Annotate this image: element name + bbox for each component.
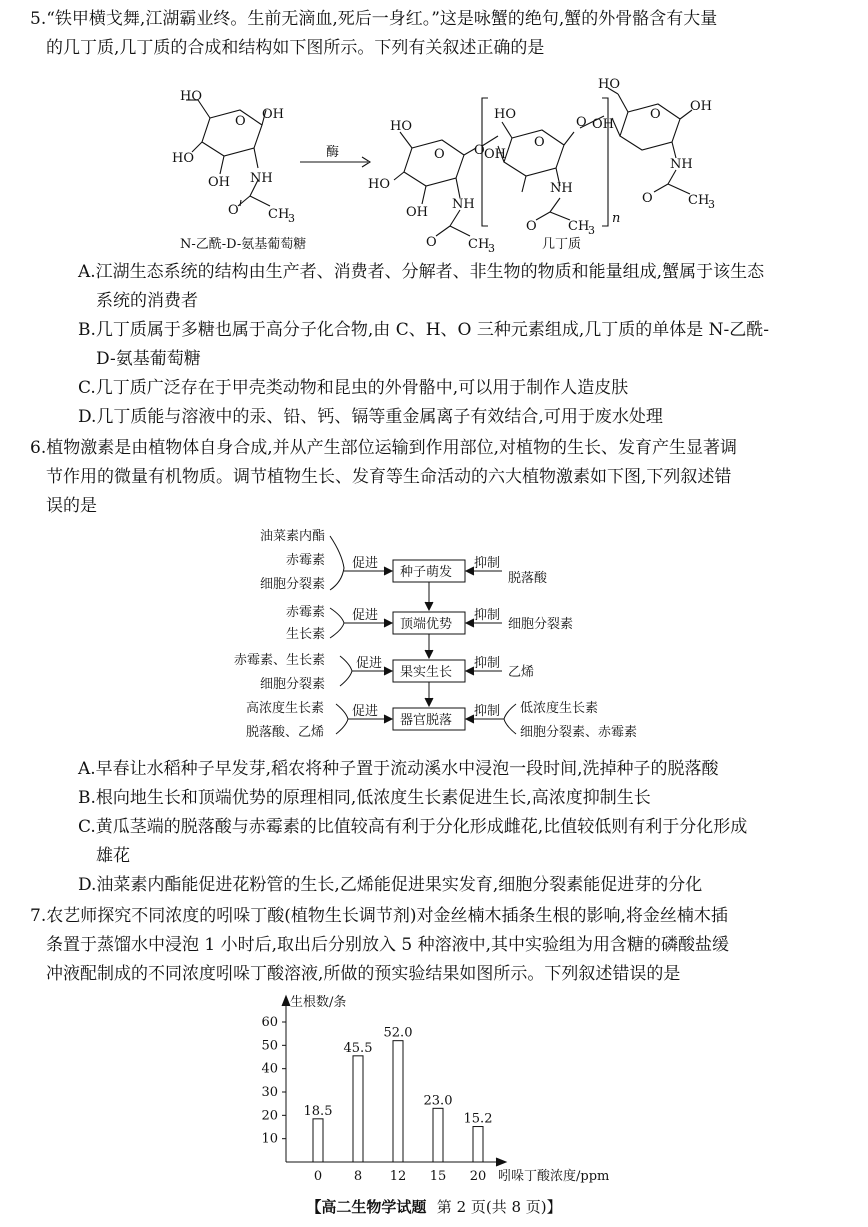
- bar: [473, 1127, 483, 1162]
- q5-option-d: D.几丁质能与溶液中的汞、铅、钙、镉等重金属离子有效结合,可用于废水处理: [78, 407, 663, 427]
- x-tick-label: 15: [429, 1169, 447, 1184]
- x-tick-label: 8: [353, 1169, 363, 1184]
- q6-option-c-line2: 雄花: [96, 846, 130, 866]
- hormone-gibberellin: 赤霉素: [286, 553, 326, 568]
- x-axis-label: 吲哚丁酸浓度/ppm: [498, 1169, 610, 1184]
- q5-option-c: C.几丁质广泛存在于甲壳类动物和昆虫的外骨骼中,可以用于制作人造皮肤: [78, 378, 629, 398]
- y-tick-label: 10: [261, 1131, 278, 1147]
- y-axis-arrow: [282, 996, 290, 1006]
- box-organ-abscission: 器官脱落: [400, 713, 453, 728]
- bar-value-label: 52.0: [383, 1025, 413, 1041]
- hormone-low-auxin: 低浓度生长素: [520, 701, 599, 716]
- monomer-name: N-乙酰-D-氨基葡萄糖: [180, 237, 307, 252]
- label-o: O: [576, 115, 587, 130]
- box-fruit-growth: 果实生长: [400, 665, 453, 680]
- label-oh: OH: [406, 205, 428, 220]
- label-ch3: CH: [268, 207, 290, 222]
- hormone-cytokinin: 细胞分裂素: [260, 677, 326, 692]
- footer-title: 【高二生物学试题: [306, 1198, 427, 1216]
- bar-value-label: 45.5: [343, 1040, 373, 1056]
- x-tick-label: 12: [389, 1169, 407, 1184]
- y-axis-label: 生根数/条: [290, 995, 347, 1010]
- label-oh: OH: [262, 107, 284, 122]
- y-tick-label: 50: [261, 1038, 278, 1054]
- label-o: O: [642, 191, 653, 206]
- plant-hormone-diagram: [230, 524, 670, 752]
- hormone-abscisic-acid: 脱落酸: [508, 571, 548, 586]
- hormone-high-auxin: 高浓度生长素: [246, 701, 325, 716]
- hormone-auxin: 生长素: [286, 627, 326, 642]
- label-nh: NH: [250, 171, 273, 186]
- y-tick-label: 30: [261, 1085, 278, 1100]
- label-sub3: 3: [588, 224, 595, 237]
- q6-stem-line2: 节作用的微量有机物质。调节植物生长、发育等生命活动的六大植物激素如下图,下列叙述错: [46, 467, 732, 487]
- box-apical-dominance: 顶端优势: [400, 617, 453, 632]
- polymer-name: 几丁质: [542, 237, 582, 252]
- label-oh: OH: [592, 117, 614, 132]
- x-tick-label: 20: [469, 1169, 487, 1184]
- q6-option-d: D.油菜素内酯能促进花粉管的生长,乙烯能促进果实发育,细胞分裂素能促进芽的分化: [78, 875, 703, 895]
- hormone-cytokinin: 细胞分裂素: [508, 617, 574, 632]
- label-sub3: 3: [488, 242, 495, 255]
- q7-stem-line3: 冲液配制成的不同浓度吲哚丁酸溶液,所做的预实验结果如图所示。下列叙述错误的是: [46, 964, 681, 984]
- inhibit-label: 抑制: [474, 556, 501, 571]
- y-tick-label: 60: [261, 1015, 278, 1030]
- page-footer: [0, 1196, 868, 1217]
- bar: [433, 1108, 443, 1162]
- bar: [393, 1041, 403, 1162]
- label-nh: NH: [452, 197, 475, 212]
- label-o: O: [228, 203, 239, 218]
- bar-value-label: 23.0: [423, 1093, 453, 1109]
- q5-option-a-line1: A.江湖生态系统的结构由生产者、消费者、分解者、非生物的物质和能量组成,蟹属于该生态: [78, 262, 765, 282]
- promote-label: 促进: [352, 608, 379, 623]
- label-oh: OH: [690, 99, 712, 114]
- q7-stem-line2: 条置于蒸馏水中浸泡 1 小时后,取出后分别放入 5 种溶液中,其中实验组为用含糖的磷酸盐缓: [46, 935, 730, 955]
- label-o: O: [235, 114, 246, 129]
- bar-value-label: 15.2: [463, 1111, 493, 1127]
- x-axis-arrow: [496, 1158, 506, 1166]
- q7-stem-line1: 7.农艺师探究不同浓度的吲哚丁酸(植物生长调节剂)对金丝楠木插条生根的影响,将金丝楠木插: [30, 906, 728, 926]
- bar: [313, 1119, 323, 1162]
- inhibit-label: 抑制: [474, 608, 501, 623]
- label-ho: HO: [494, 107, 516, 122]
- label-oh: OH: [484, 147, 506, 162]
- q5-option-b-line1: B.几丁质属于多糖也属于高分子化合物,由 C、H、O 三种元素组成,几丁质的单体是 N-乙酰-: [78, 320, 770, 340]
- label-o: O: [434, 147, 445, 162]
- label-ho: HO: [368, 177, 390, 192]
- hormone-cytokinin: 细胞分裂素: [260, 577, 326, 592]
- inhibit-label: 抑制: [474, 656, 501, 671]
- label-oh: OH: [208, 175, 230, 190]
- q6-stem-line1: 6.植物激素是由植物体自身合成,并从产生部位运输到作用部位,对植物的生长、发育产生显著调: [30, 438, 738, 458]
- box-seed-germination: 种子萌发: [400, 565, 453, 580]
- label-nh: NH: [670, 157, 693, 172]
- label-o: O: [650, 107, 661, 122]
- label-ch3: CH: [568, 219, 590, 234]
- y-tick-label: 40: [261, 1061, 278, 1077]
- label-nh: NH: [550, 181, 573, 196]
- q5-option-b-line2: D-氨基葡萄糖: [96, 349, 201, 369]
- q5-option-a-line2: 系统的消费者: [96, 291, 198, 311]
- label-o: O: [526, 219, 537, 234]
- enzyme-label: 酶: [326, 145, 340, 160]
- promote-label: 促进: [352, 704, 379, 719]
- q6-stem-line3: 误的是: [46, 496, 97, 516]
- hormone-brassinolide: 油菜素内酯: [260, 529, 326, 544]
- label-sub3: 3: [708, 198, 715, 211]
- bar-value-label: 18.5: [303, 1103, 333, 1119]
- label-o: O: [534, 135, 545, 150]
- chitin-synthesis-diagram: [150, 70, 730, 260]
- q5-stem-line1: 5.“铁甲横戈舞,江湖霸业终。生前无滴血,死后一身红。”这是咏蟹的绝句,蟹的外骨骼含有大量: [30, 9, 718, 29]
- label-ho: HO: [180, 89, 202, 104]
- label-ho: HO: [598, 77, 620, 92]
- q6-option-c-line1: C.黄瓜茎端的脱落酸与赤霉素的比值较高有利于分化形成雌花,比值较低则有利于分化形成: [78, 817, 748, 837]
- hormone-gibberellin: 赤霉素: [286, 605, 326, 620]
- label-ch3: CH: [468, 237, 490, 252]
- q6-option-b: B.根向地生长和顶端优势的原理相同,低浓度生长素促进生长,高浓度抑制生长: [78, 788, 651, 808]
- q5-stem-line2: 的几丁质,几丁质的合成和结构如下图所示。下列有关叙述正确的是: [46, 38, 545, 58]
- hormone-ethylene: 乙烯: [508, 665, 535, 680]
- label-o: O: [474, 143, 485, 158]
- q6-option-a: A.早春让水稻种子早发芽,稻农将种子置于流动溪水中浸泡一段时间,洗掉种子的脱落酸: [78, 759, 719, 779]
- promote-label: 促进: [356, 656, 383, 671]
- label-ho: HO: [390, 119, 412, 134]
- promote-label: 促进: [352, 556, 379, 571]
- label-sub3: 3: [288, 212, 295, 225]
- hormone-aba-ethylene: 脱落酸、乙烯: [246, 725, 325, 740]
- label-ho: HO: [172, 151, 194, 166]
- footer-page: 第 2 页(共 8 页)】: [436, 1198, 562, 1216]
- x-tick-label: 0: [313, 1169, 323, 1184]
- repeat-n: n: [612, 211, 621, 226]
- label-o: O: [426, 235, 437, 250]
- bar: [353, 1056, 363, 1162]
- hormone-gibberellin-auxin: 赤霉素、生长素: [234, 653, 326, 668]
- inhibit-label: 抑制: [474, 704, 501, 719]
- hormone-cytokinin-gibberellin: 细胞分裂素、赤霉素: [520, 725, 638, 740]
- label-ch3: CH: [688, 193, 710, 208]
- y-tick-label: 20: [261, 1108, 278, 1124]
- rooting-bar-chart: [240, 990, 640, 1190]
